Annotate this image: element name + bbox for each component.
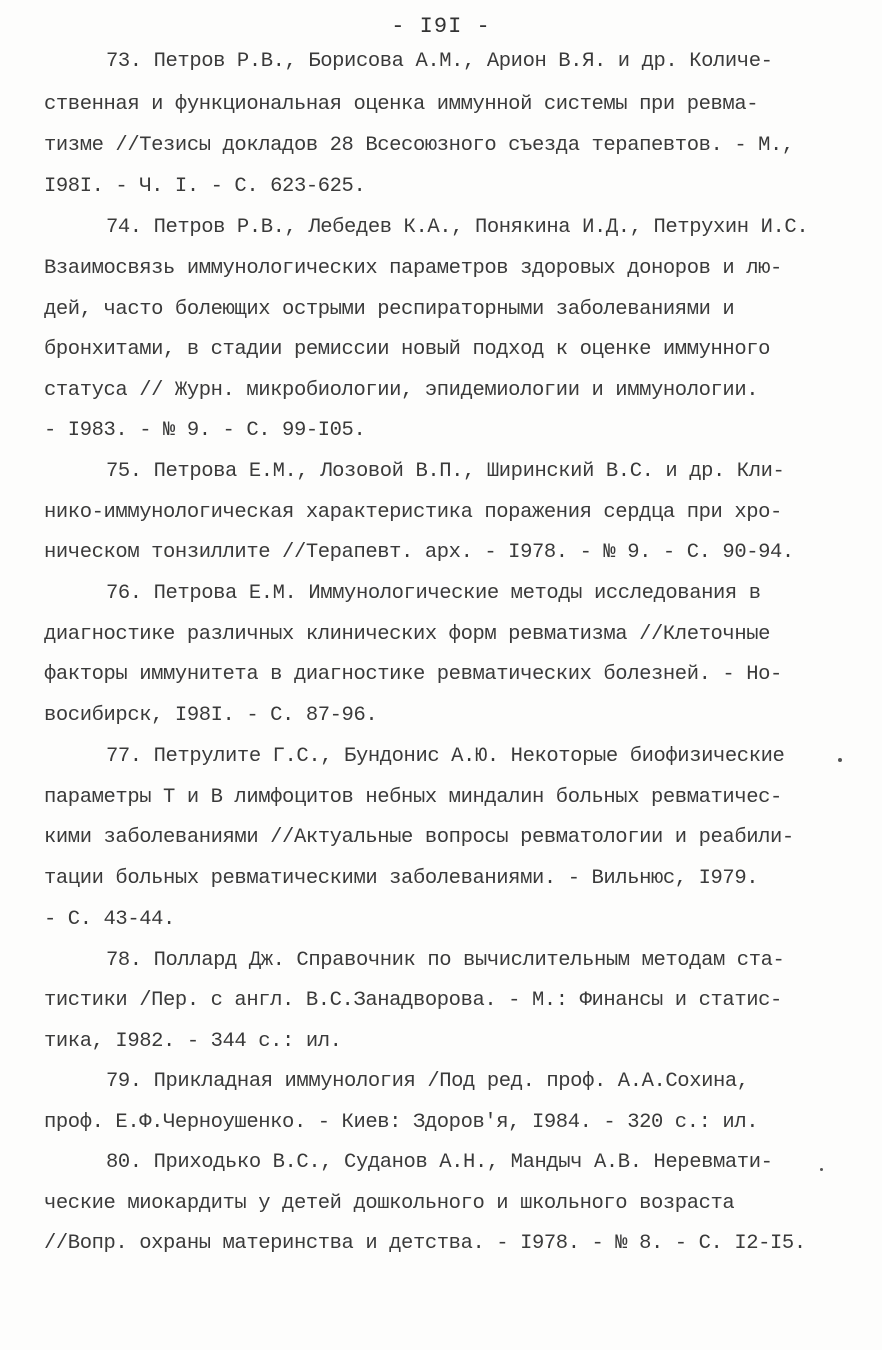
entry-80-line-2: ческие миокардиты у детей дошкольного и школьного возраста	[44, 1192, 735, 1215]
entry-74-line-1: 74. Петров Р.В., Лебедев К.А., Понякина И.Д., Петрухин И.С.	[106, 216, 809, 239]
entry-78-line-1: 78. Поллард Дж. Справочник по вычислительным методам ста-	[106, 949, 785, 972]
entry-77-line-1: 77. Петрулите Г.С., Бундонис А.Ю. Некоторые биофизические	[106, 745, 785, 768]
entry-73-line-1: 73. Петров Р.В., Борисова А.М., Арион В.Я. и др. Количе-	[106, 50, 773, 73]
entry-76-line-2: диагностике различных клинических форм ревматизма //Клеточные	[44, 623, 771, 646]
entry-74-line-5: статуса // Журн. микробиологии, эпидемиологии и иммунологии.	[44, 379, 759, 402]
entry-79-line-1: 79. Прикладная иммунология /Под ред. проф. А.А.Сохина,	[106, 1070, 749, 1093]
entry-77-line-5: - С. 43-44.	[44, 908, 175, 931]
entry-73-line-4: I98I. - Ч. I. - С. 623-625.	[44, 175, 366, 198]
entry-74-line-3: дей, часто болеющих острыми респираторными заболеваниями и	[44, 298, 735, 321]
entry-77-line-2: параметры Т и В лимфоцитов небных миндалин больных ревматичес-	[44, 786, 782, 809]
entry-76-line-4: восибирск, I98I. - С. 87-96.	[44, 704, 378, 727]
entry-74-line-6: - I983. - № 9. - С. 99-I05.	[44, 419, 366, 442]
entry-76-line-1: 76. Петрова Е.М. Иммунологические методы исследования в	[106, 582, 761, 605]
entry-76-line-3: факторы иммунитета в диагностике ревматических болезней. - Но-	[44, 663, 782, 686]
entry-73-line-3: тизме //Тезисы докладов 28 Всесоюзного съезда терапевтов. - М.,	[44, 134, 794, 157]
entry-75-line-3: ническом тонзиллите //Терапевт. арх. - I978. - № 9. - С. 90-94.	[44, 541, 794, 564]
entry-77-line-4: тации больных ревматическими заболеваниями. - Вильнюс, I979.	[44, 867, 759, 890]
entry-77-line-3: кими заболеваниями //Актуальные вопросы ревматологии и реабили-	[44, 826, 794, 849]
entry-78-line-3: тика, I982. - 344 с.: ил.	[44, 1030, 342, 1053]
entry-80-line-3: //Вопр. охраны материнства и детства. - I978. - № 8. - С. I2-I5.	[44, 1232, 806, 1255]
scan-speck	[820, 1168, 823, 1171]
entry-75-line-1: 75. Петрова Е.М., Лозовой В.П., Ширинский В.С. и др. Кли-	[106, 460, 785, 483]
page-number: - I9I -	[391, 14, 491, 39]
entry-74-line-2: Взаимосвязь иммунологических параметров здоровых доноров и лю-	[44, 257, 782, 280]
entry-75-line-2: нико-иммунологическая характеристика поражения сердца при хро-	[44, 501, 782, 524]
entry-73-line-2: ственная и функциональная оценка иммунной системы при ревма-	[44, 93, 759, 116]
entry-80-line-1: 80. Приходько В.С., Суданов А.Н., Мандыч А.В. Неревмати-	[106, 1151, 773, 1174]
entry-79-line-2: проф. Е.Ф.Черноушенко. - Киев: Здоров'я, I984. - 320 с.: ил.	[44, 1111, 759, 1134]
scan-speck	[838, 758, 842, 762]
entry-78-line-2: тистики /Пер. с англ. В.С.Занадворова. - М.: Финансы и статис-	[44, 989, 782, 1012]
entry-74-line-4: бронхитами, в стадии ремиссии новый подход к оценке иммунного	[44, 338, 771, 361]
